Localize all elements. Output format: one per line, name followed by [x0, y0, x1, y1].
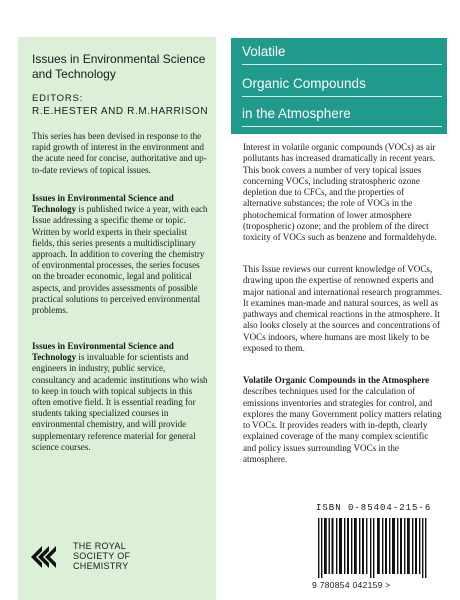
book-intro-paragraph: Interest in volatile organic compounds (VOCs) as air pollutants has increased dramatically in recent years. This book covers a number of very topical issues concerning VOCs, including stratospheric ozone depletion due to CFCs, and the properties of alternative substances; the role of VOCs in the photochemical formation of lower atmosphere (tropospheric) ozone; and the problem of the direct toxicity of VOCs such as benzene and formaldehyde. — [243, 142, 437, 243]
publisher-line: SOCIETY OF — [73, 551, 131, 561]
book-summary-paragraph — [243, 375, 443, 465]
editors-label: EDITORS: — [32, 93, 84, 104]
isbn: ISBN 0-85404-215-6 — [316, 503, 432, 513]
book-summary-text: describes techniques used for the calculation of emissions inventories and strategies for control, and explores the many Government policy matters relating to VOCs. It provides readers with in-depth, clearly explained coverage of the many complex scientific and policy issues surrounding VOCs in the atmosphere. — [243, 386, 442, 465]
title-rule — [242, 126, 442, 127]
series-name-bold: Issues in Environmental Science and Technology — [32, 193, 174, 215]
series-name-bold: Issues in Environmental Science and Technology — [32, 341, 174, 363]
barcode-digits: 9 780854 042159 > — [312, 580, 391, 590]
book-title-line: in the Atmosphere — [242, 106, 351, 121]
book-title-bold: Volatile Organic Compounds in the Atmosphere — [243, 375, 430, 385]
publisher-name — [73, 541, 153, 571]
barcode-icon — [312, 518, 442, 578]
title-rule — [242, 64, 442, 65]
left-panel — [18, 37, 216, 600]
book-title-line: Organic Compounds — [242, 76, 366, 91]
publisher-line: THE ROYAL — [73, 541, 127, 551]
book-title-line: Volatile — [242, 44, 286, 59]
series-audience-paragraph — [32, 341, 208, 453]
publisher-line: CHEMISTRY — [73, 561, 129, 571]
rsc-logo-icon — [28, 535, 66, 575]
book-review-paragraph: This Issue reviews our current knowledge of VOCs, drawing upon the expertise of renowned experts and major national and international research programmes. It examines man-made and natural sources, as well as pathways and chemical reactions in the atmosphere. It also looks closely at the sources and concentrations of VOCs indoors, where humans are most likely to be exposed to them. — [243, 264, 442, 354]
series-intro-paragraph: This series has been devised in response to the rapid growth of interest in the environment and the acute need for concise, authoritative and up-to-date reviews of topical issues. — [32, 131, 207, 175]
series-title: Issues in Environmental Science and Technology — [32, 52, 206, 81]
series-audience-text: is invaluable for scientists and engineers in industry, public service, consultancy and academic institutions who wish to keep in touch with topical subjects in this often emotive field. It is essential reading for students taking specialized courses in environmental chemistry, and will provide supplementary reference material for general science courses. — [32, 352, 208, 452]
editors-names: R.E.HESTER AND R.M.HARRISON — [32, 106, 209, 117]
title-rule — [242, 96, 442, 97]
series-publication-text: is published twice a year, with each Issue addressing a specific theme or topic. Written by world experts in their specialist fields, this series presents a multidisciplinary approach. In addition to covering the chemistry of environmental processes, the series focuses on the broader economic, legal and political aspects, and provides assessments of possible practical solutions to perceived environmental problems. — [32, 204, 208, 316]
series-publication-paragraph — [32, 193, 208, 316]
